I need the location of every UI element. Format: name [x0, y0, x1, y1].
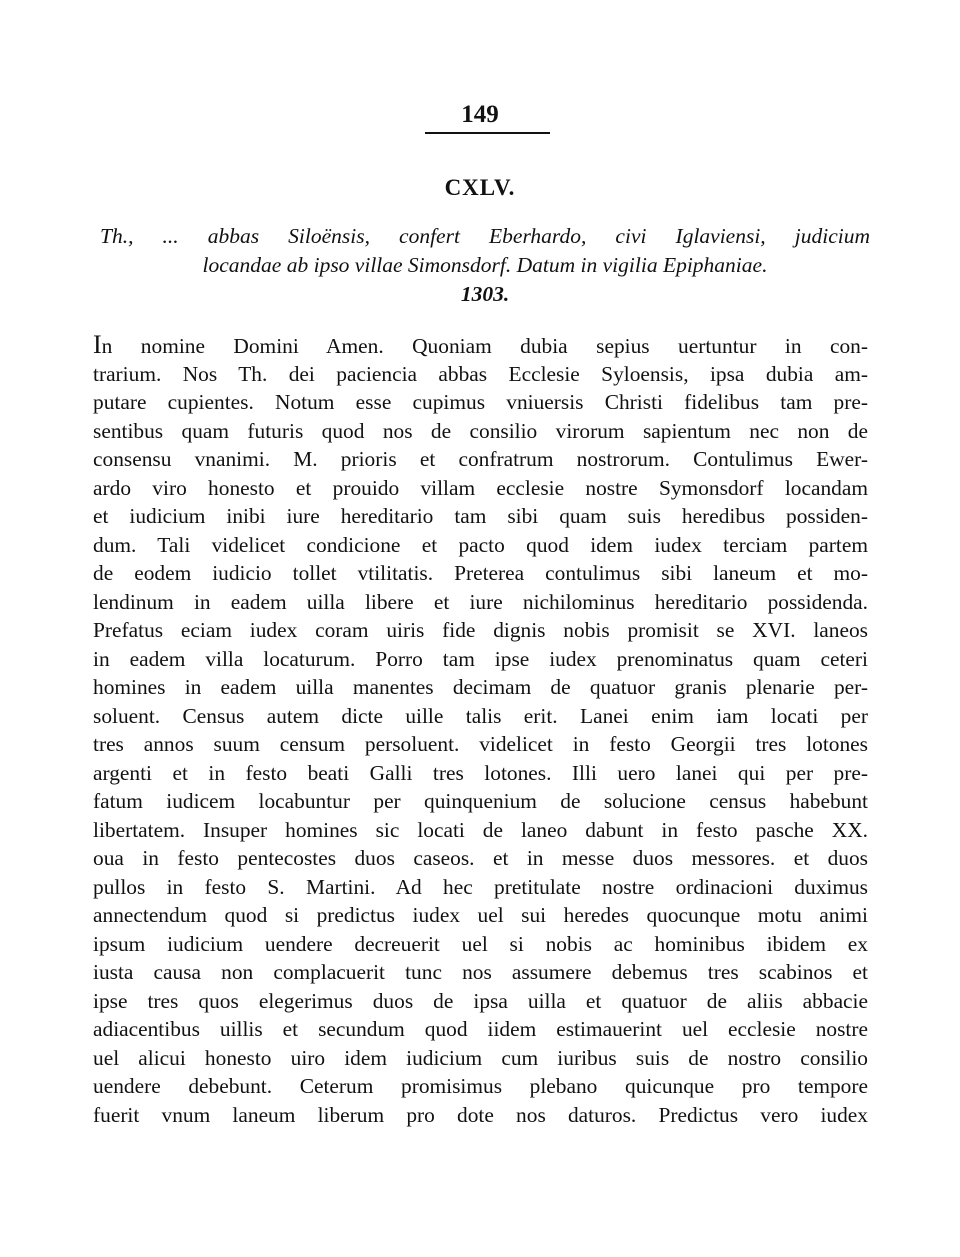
charter-text	[93, 331, 868, 1129]
text-line: dum. Tali videlicet condicione et pacto quod idem iudex terciam partem	[93, 532, 868, 557]
text-line: putare cupientes. Notum esse cupimus vniuersis Christi fidelibus tam pre-	[93, 390, 868, 414]
text-line: trarium. Nos Th. dei paciencia abbas Ecclesie Syloensis, ipsa dubia am-	[93, 361, 868, 386]
text-line: ipsum iudicium uendere decreuerit uel si nobis ac hominibus ibidem ex	[93, 931, 868, 956]
text-line: uel alicui honesto uiro idem iudicium cum iuribus suis de nostro consilio	[93, 1045, 868, 1070]
header-rule	[425, 132, 550, 134]
text-line: libertatem. Insuper homines sic locati de laneo dabunt in festo pasche XX.	[93, 817, 868, 842]
text-line: de eodem iudicio tollet vtilitatis. Preterea contulimus sibi laneum et mo-	[93, 561, 868, 585]
text-line: tres annos suum censum persoluent. videlicet in festo Georgii tres lotones	[93, 732, 868, 756]
regest-line: locandae ab ipso villae Simonsdorf. Datum in vigilia Epiphaniae.	[202, 253, 768, 277]
text-line: fatum iudicem locabuntur per quinquenium de solucione census habebunt	[93, 789, 868, 813]
text-line: annectendum quod si predictus iudex uel sui heredes quocunque motu animi	[93, 903, 868, 927]
text-line: uendere debebunt. Ceterum promisimus plebano quicunque pro tempore	[93, 1074, 868, 1098]
text-line: Prefatus eciam iudex coram uiris fide dignis nobis promisit se XVI. laneos	[93, 618, 868, 642]
text-line: pullos in festo S. Martini. Ad hec pretitulate nostre ordinacioni duximus	[93, 874, 868, 899]
text-line: et iudicium inibi iure hereditario tam sibi quam suis heredibus possiden-	[93, 504, 868, 528]
text-line: argenti et in festo beati Galli tres lotones. Illi uero lanei qui per pre-	[93, 760, 868, 785]
text-line: fuerit vnum laneum liberum pro dote nos daturos. Predictus vero iudex	[93, 1102, 868, 1127]
text-line: in eadem villa locaturum. Porro tam ipse iudex prenominatus quam ceteri	[93, 646, 868, 671]
text-line: consensu vnanimi. M. prioris et confratrum nostrorum. Contulimus Ewer-	[93, 447, 868, 471]
text-line: iusta causa non complacuerit tunc nos assumere debemus tres scabinos et	[93, 960, 868, 984]
text-line: In nomine Domini Amen. Quoniam dubia sepius uertuntur in con-	[93, 330, 868, 359]
text-line: ardo viro honesto et prouido villam ecclesie nostre Symonsdorf locandam	[93, 475, 868, 500]
page-number: 149	[461, 101, 499, 128]
regest-line: Th., ... abbas Siloënsis, confert Eberhardo, civi Iglaviensi, judicium	[100, 224, 870, 248]
charter-number: CXLV.	[444, 175, 516, 200]
regest	[100, 222, 870, 309]
text-line: adiacentibus uillis et secundum quod iidem estimauerint uel ecclesie nostre	[93, 1017, 868, 1041]
text-line: homines in eadem uilla manentes decimam de quatuor granis plenarie per-	[93, 675, 868, 699]
text-line: lendinum in eadem uilla libere et iure nichilominus hereditario possidenda.	[93, 589, 868, 614]
text-line: soluent. Census autem dicte uille talis erit. Lanei enim iam locati per	[93, 703, 868, 728]
text-line: ipse tres quos elegerimus duos de ipsa uilla et quatuor de aliis abbacie	[93, 988, 868, 1013]
text-line: sentibus quam futuris quod nos de consilio virorum sapientum nec non de	[93, 418, 868, 443]
text-line: oua in festo pentecostes duos caseos. et in messe duos messores. et duos	[93, 846, 868, 870]
regest-date-line: 1303.	[460, 282, 510, 306]
